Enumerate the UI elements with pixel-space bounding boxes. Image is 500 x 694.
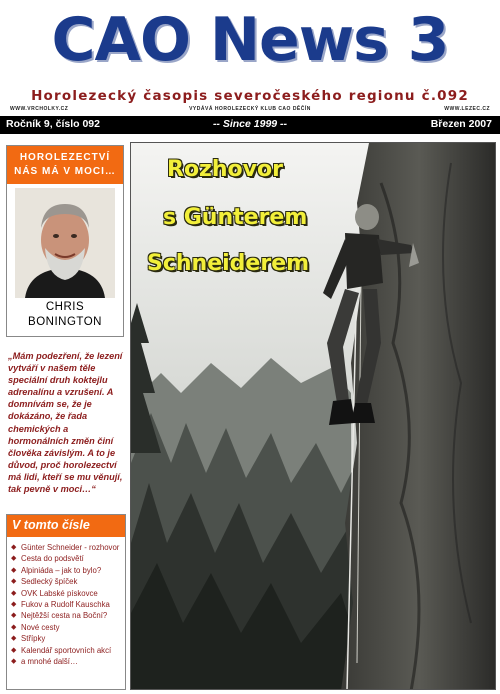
bullet-icon: ◆ [11,566,17,574]
url-left: WWW.VRCHOLKY.CZ [10,106,69,112]
contents-item: ◆ a mnohé další… [11,657,78,667]
person-name-line1: CHRIS [45,301,85,313]
issue-bar [0,116,500,134]
contents-item: ◆ OVK Labské pískovce [11,588,98,598]
person-name [7,300,123,330]
bullet-icon: ◆ [11,646,17,654]
masthead [0,0,500,84]
publisher-line: VYDÁVÁ HOROLEZECKÝ KLUB CAO DĚČÍN [189,106,311,112]
contents-item: ◆ Günter Schneider - rozhovor [11,543,120,552]
bullet-icon: ◆ [11,544,17,551]
portrait-photo [15,188,115,298]
bullet-icon: ◆ [11,623,17,631]
bullet-icon: ◆ [11,635,17,643]
quote-heading-line2: NÁS MÁ V MOCI… [14,166,116,177]
cover-photo [130,142,496,690]
cover-title-line1: Rozhovor [167,157,283,182]
contents-item: ◆ Cesta do podsvětí [11,554,84,564]
bullet-icon: ◆ [11,589,17,597]
issue-volume: Ročník 9, číslo 092 [6,118,100,130]
url-right: WWW.LEZEC.CZ [444,106,490,112]
person-name-line2: BONINGTON [28,316,102,328]
contents-item: ◆ Alpiniáda – jak to bylo? [11,565,102,575]
issue-since: -- Since 1999 -- [212,118,288,130]
bullet-icon: ◆ [11,601,17,609]
contents-item: ◆ Fukov a Rudolf Kauschka [11,600,110,610]
magazine-title: CAO News 3 [51,5,449,75]
contents-item: ◆ Nové cesty [11,622,60,632]
contents-item: ◆ Střípky [11,634,46,644]
bullet-icon: ◆ [11,612,17,620]
cover-title-line3: Schneiderem [147,251,310,276]
contents-item: ◆ Nejtěžší cesta na Boční? [11,611,108,621]
bullet-icon: ◆ [11,578,17,586]
quote-heading-line1: HOROLEZECTVÍ [19,152,111,163]
contents-list [7,542,125,667]
bullet-icon: ◆ [11,555,17,563]
quote-box [6,145,124,337]
contents-heading: V tomto čísle [7,515,125,537]
magazine-subtitle: Horolezecký časopis severočeského regionu č.092 [31,88,469,104]
quote-text: „Mám podezření, že lezení vytváří v našem těle speciální druh koktejlu adrenalínu a vzrušení. A domnívám se, že je dokázáno, že řada chemických a hormonálních změn činí člověka závislým. A to je důvod, proč horolezectví má lidi, kteří se mu věnují, tak pevně v moci…“ [8,351,123,495]
cover-title-line2: s Günterem [163,205,308,230]
quote-box-heading [7,146,123,184]
contents-box [6,514,126,690]
contents-item: ◆ Sedlecký špíček [11,577,78,587]
contents-item: ◆ Kalendář sportovních akcí [11,645,112,655]
bullet-icon: ◆ [11,658,17,666]
issue-date: Březen 2007 [430,118,492,130]
